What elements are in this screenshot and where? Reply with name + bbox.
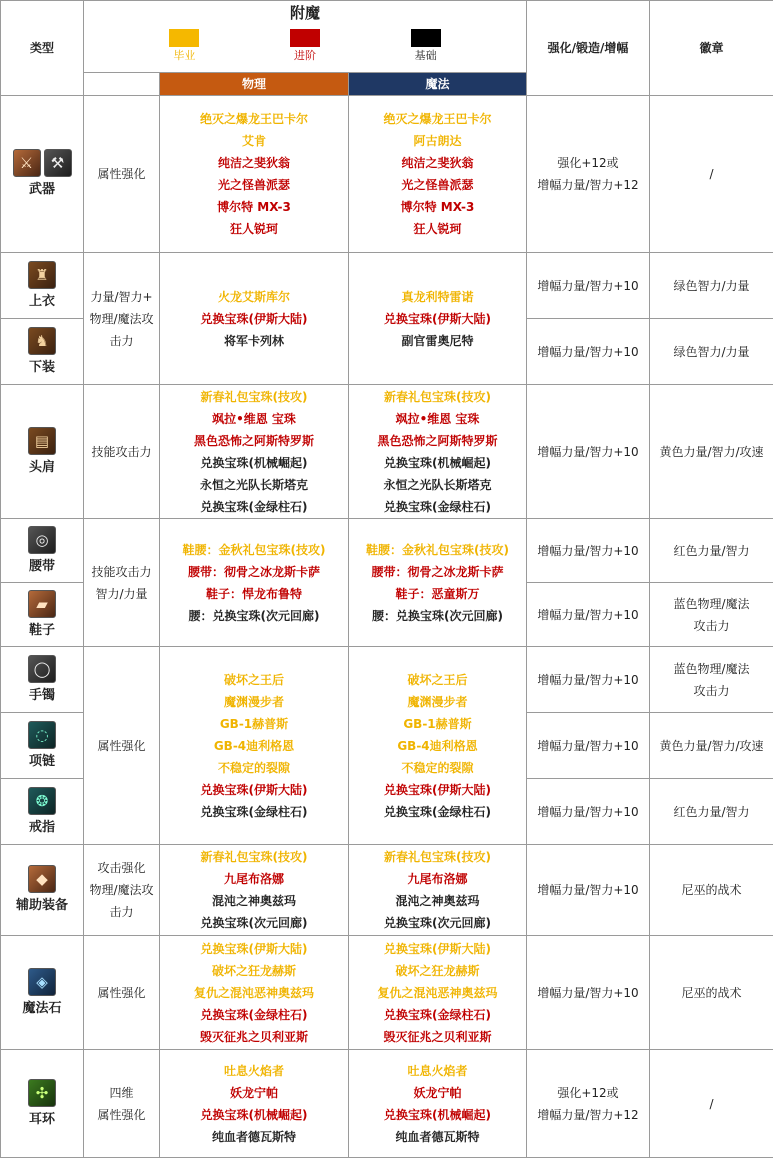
enchant-entry: 鞋腰：金秋礼包宝珠(技攻) — [366, 542, 509, 557]
armor-magical — [349, 253, 527, 385]
enchant-entry: 绝灭之爆龙王巴卡尔 — [199, 112, 308, 126]
magicstone-magical — [349, 936, 527, 1050]
text-line: 力量/智力+ — [90, 289, 153, 304]
magicstone-physical — [160, 936, 349, 1050]
enchant-entry: 兑换宝珠(伊斯大陆) — [200, 941, 308, 956]
legend-graduate — [169, 29, 199, 63]
legend-graduate-swatch — [169, 29, 199, 47]
enchant-entry: 混沌之神奥兹玛 — [211, 894, 296, 908]
accessory-attr: 属性强化 — [84, 647, 160, 845]
enchant-entry: 毁灭征兆之贝利亚斯 — [199, 1029, 308, 1044]
enchant-entry: 兑换宝珠(伊斯大陆) — [200, 311, 308, 326]
enchant-entry: 复仇之混沌恶神奥兹玛 — [377, 985, 498, 1000]
weapon-forge — [527, 96, 650, 253]
slot-necklace-label: 项链 — [28, 753, 55, 769]
text-line: 增幅力量/智力+12 — [537, 1107, 639, 1122]
legend-advanced — [290, 29, 320, 63]
enchant-entry: 黑色恐怖之阿斯特罗斯 — [377, 433, 498, 448]
belt-forge: 增幅力量/智力+10 — [527, 519, 650, 583]
legend-basic-swatch — [411, 29, 441, 47]
shoes-icon: ▰ — [28, 590, 56, 618]
header-emblem: 徽章 — [650, 1, 773, 96]
necklace-icon: ◌ — [28, 721, 56, 749]
aux-attr — [84, 845, 160, 936]
slot-earring — [1, 1050, 84, 1158]
enchant-entry: 兑换宝珠(伊斯大陆) — [384, 941, 491, 956]
text-line: 攻击力 — [693, 683, 730, 698]
ring-icon: ❂ — [28, 787, 56, 815]
shoulder-physical — [160, 385, 349, 519]
magicstone-attr: 属性强化 — [84, 936, 160, 1050]
slot-shoes — [1, 583, 84, 647]
enchant-entry: 纯洁之斐狄翁 — [217, 156, 290, 170]
aux-physical — [160, 845, 349, 936]
enchant-entry: 阿古朗达 — [413, 134, 462, 148]
aux-forge: 增幅力量/智力+10 — [527, 845, 650, 936]
enchant-entry: 魔渊漫步者 — [407, 694, 468, 709]
enchant-entry: 新春礼包宝珠(技攻) — [200, 850, 308, 864]
text-line: 物理/魔法攻 — [89, 311, 154, 326]
enchant-entry: 吐息火焰者 — [223, 1063, 284, 1078]
enchant-entry: 鞋子：悍龙布鲁特 — [205, 586, 302, 601]
enchant-entry: 破坏之王后 — [407, 672, 468, 687]
enchant-entry: 兑换宝珠(机械崛起) — [200, 1107, 308, 1122]
enchant-entry: 鞋子：恶童斯万 — [395, 586, 480, 601]
beltshoes-magical — [349, 519, 527, 647]
header-physical: 物理 — [160, 73, 349, 96]
magicstone-forge: 增幅力量/智力+10 — [527, 936, 650, 1050]
enchant-entry: 新春礼包宝珠(技攻) — [384, 850, 491, 864]
text-line: 物理/魔法攻 — [89, 883, 154, 897]
enchant-entry: 不稳定的裂隙 — [217, 760, 290, 775]
pants-icon: ♞ — [28, 327, 56, 355]
earring-emblem: / — [650, 1050, 773, 1158]
enchant-entry: 破坏之王后 — [223, 672, 284, 687]
enchant-entry: 复仇之混沌恶神奥兹玛 — [193, 985, 314, 1000]
enchant-entry: GB-1赫普斯 — [219, 716, 289, 731]
bottom-emblem: 绿色智力/力量 — [650, 319, 773, 385]
enchant-entry: 艾肯 — [241, 134, 266, 148]
shoulder-magical — [349, 385, 527, 519]
aux-equipment-icon: ◆ — [28, 865, 56, 893]
slot-bottom — [1, 319, 84, 385]
enchant-entry: 新春礼包宝珠(技攻) — [200, 389, 308, 404]
weapon-magical — [349, 96, 527, 253]
earring-physical — [160, 1050, 349, 1158]
top-emblem: 绿色智力/力量 — [650, 253, 773, 319]
enchant-entry: 纯血者德瓦斯特 — [395, 1129, 480, 1144]
enchant-entry: 纯血者德瓦斯特 — [211, 1129, 296, 1144]
slot-ring-label: 戒指 — [28, 819, 55, 835]
shoes-forge: 增幅力量/智力+10 — [527, 583, 650, 647]
slot-ring — [1, 779, 84, 845]
slot-bottom-label: 下装 — [28, 359, 55, 375]
text-line: 击力 — [109, 905, 134, 919]
slot-bracelet — [1, 647, 84, 713]
shoulder-attr: 技能攻击力 — [84, 385, 160, 519]
armor-attr — [84, 253, 160, 385]
weapon-physical — [160, 96, 349, 253]
blank-subheader-cell — [84, 73, 160, 96]
weapon-attr: 属性强化 — [84, 96, 160, 253]
sword-icon: ⚔ — [13, 149, 41, 177]
enchant-entry: 九尾布洛娜 — [407, 872, 468, 886]
enchant-entry: 飒拉•维恩 宝珠 — [395, 411, 480, 426]
enchant-entry: 破坏之狂龙赫斯 — [395, 963, 480, 978]
earring-attr — [84, 1050, 160, 1158]
earring-forge — [527, 1050, 650, 1158]
enchant-entry: 博尔特 MX-3 — [217, 200, 291, 214]
ring-forge: 增幅力量/智力+10 — [527, 779, 650, 845]
slot-belt-label: 腰带 — [28, 558, 55, 574]
enchant-entry: 腰带：彻骨之冰龙斯卡萨 — [371, 564, 504, 579]
slot-top-label: 上衣 — [28, 293, 55, 309]
enchant-entry: 兑换宝珠(机械崛起) — [384, 455, 491, 470]
enchant-entry: 兑换宝珠(伊斯大陆) — [200, 782, 308, 797]
enchant-entry: 兑换宝珠(金绿柱石) — [384, 499, 491, 514]
enchant-entry: 真龙利特雷诺 — [401, 289, 474, 304]
text-line: 击力 — [109, 333, 134, 348]
slot-magicstone-label: 魔法石 — [22, 1000, 62, 1016]
text-line: 蓝色物理/魔法 — [673, 596, 750, 611]
enchant-entry: 破坏之狂龙赫斯 — [211, 963, 296, 978]
shirt-icon: ♜ — [28, 261, 56, 289]
enchant-entry: 兑换宝珠(伊斯大陆) — [384, 782, 491, 797]
legend-graduate-label: 毕业 — [173, 49, 196, 62]
text-line: 攻击力 — [693, 618, 730, 633]
bottom-forge: 增幅力量/智力+10 — [527, 319, 650, 385]
bracelet-forge: 增幅力量/智力+10 — [527, 647, 650, 713]
aux-emblem: 尼巫的战术 — [650, 845, 773, 936]
top-forge: 增幅力量/智力+10 — [527, 253, 650, 319]
earring-magical — [349, 1050, 527, 1158]
enchant-entry: 兑换宝珠(次元回廊) — [384, 916, 491, 930]
header-forge: 强化/锻造/增幅 — [527, 1, 650, 96]
accessory-physical — [160, 647, 349, 845]
enchant-entry: 兑换宝珠(金绿柱石) — [200, 1007, 308, 1022]
enchant-entry: 兑换宝珠(金绿柱石) — [200, 499, 308, 514]
ring-emblem: 红色力量/智力 — [650, 779, 773, 845]
text-line: 强化+12或 — [557, 156, 619, 170]
tier-legend — [84, 23, 526, 65]
enchant-entry: 绝灭之爆龙王巴卡尔 — [383, 112, 492, 126]
enchant-entry: GB-4迪利格恩 — [397, 738, 478, 753]
legend-advanced-swatch — [290, 29, 320, 47]
beltshoes-attr — [84, 519, 160, 647]
enchant-entry: 光之怪兽派瑟 — [401, 178, 474, 192]
necklace-forge: 增幅力量/智力+10 — [527, 713, 650, 779]
enchant-entry: 毁灭征兆之贝利亚斯 — [383, 1029, 492, 1044]
text-line: 蓝色物理/魔法 — [673, 661, 750, 676]
slot-aux — [1, 845, 84, 936]
enchant-entry: 狂人锐珂 — [413, 222, 462, 236]
enchant-entry: 永恒之光队长斯塔克 — [199, 477, 308, 492]
enchant-entry: 光之怪兽派瑟 — [217, 178, 290, 192]
enchant-entry: GB-1赫普斯 — [403, 716, 472, 731]
enchant-entry: 腰：兑换宝珠(次元回廊) — [372, 608, 503, 623]
enchant-entry: 妖龙宁帕 — [229, 1085, 278, 1100]
enchant-entry: 黑色恐怖之阿斯特罗斯 — [193, 433, 314, 448]
enchant-entry: GB-4迪利格恩 — [213, 738, 295, 753]
slot-aux-label: 辅助装备 — [15, 898, 68, 913]
slot-bracelet-label: 手镯 — [28, 687, 55, 703]
header-magical: 魔法 — [349, 73, 527, 96]
enchant-entry: 腰带：彻骨之冰龙斯卡萨 — [187, 564, 320, 579]
header-type: 类型 — [1, 1, 84, 96]
shoulder-forge: 增幅力量/智力+10 — [527, 385, 650, 519]
slot-weapon — [1, 96, 84, 253]
slot-earring-label: 耳环 — [28, 1111, 55, 1127]
enchant-entry: 火龙艾斯库尔 — [217, 289, 290, 304]
enchant-entry: 兑换宝珠(伊斯大陆) — [384, 311, 491, 326]
enchant-entry: 吐息火焰者 — [407, 1063, 468, 1078]
shoulder-emblem: 黄色力量/智力/攻速 — [650, 385, 773, 519]
enchant-entry: 新春礼包宝珠(技攻) — [384, 389, 491, 404]
slot-necklace — [1, 713, 84, 779]
enchant-entry: 纯洁之斐狄翁 — [401, 156, 474, 170]
enchant-entry: 飒拉•维恩 宝珠 — [212, 411, 296, 426]
text-line: 四维 — [109, 1085, 134, 1100]
text-line: 增幅力量/智力+12 — [537, 178, 639, 192]
magicstone-emblem: 尼巫的战术 — [650, 936, 773, 1050]
enchant-entry: 兑换宝珠(次元回廊) — [200, 916, 308, 930]
text-line: 技能攻击力 — [91, 564, 152, 579]
enchant-entry: 兑换宝珠(机械崛起) — [200, 455, 308, 470]
enchant-entry: 鞋腰：金秋礼包宝珠(技攻) — [182, 542, 326, 557]
slot-belt — [1, 519, 84, 583]
necklace-emblem: 黄色力量/智力/攻速 — [650, 713, 773, 779]
weapon-emblem: / — [650, 96, 773, 253]
beltshoes-physical — [160, 519, 349, 647]
enchant-entry: 副官雷奥尼特 — [401, 333, 474, 348]
enchant-entry: 兑换宝珠(金绿柱石) — [200, 804, 308, 819]
enchant-entry: 混沌之神奥兹玛 — [395, 894, 480, 908]
earring-icon: ✣ — [28, 1079, 56, 1107]
enchant-entry: 不稳定的裂隙 — [401, 760, 474, 775]
armor-physical — [160, 253, 349, 385]
slot-top — [1, 253, 84, 319]
aux-magical — [349, 845, 527, 936]
legend-advanced-label: 进阶 — [293, 49, 316, 62]
bracelet-emblem — [650, 647, 773, 713]
header-enchant: 附魔 — [289, 4, 320, 22]
slot-shoulder — [1, 385, 84, 519]
shoes-emblem — [650, 583, 773, 647]
slot-magicstone — [1, 936, 84, 1050]
text-line: 攻击强化 — [97, 861, 146, 875]
legend-basic — [411, 29, 441, 63]
belt-emblem: 红色力量/智力 — [650, 519, 773, 583]
slot-shoes-label: 鞋子 — [28, 622, 55, 638]
text-line: 强化+12或 — [557, 1085, 619, 1100]
header-enchant-cell — [84, 1, 527, 73]
enchant-entry: 兑换宝珠(金绿柱石) — [384, 1007, 491, 1022]
enchant-entry: 将军卡列林 — [223, 333, 284, 348]
enchant-entry: 兑换宝珠(机械崛起) — [384, 1107, 491, 1122]
enchant-entry: 兑换宝珠(金绿柱石) — [384, 804, 491, 819]
enchant-entry: 狂人锐珂 — [229, 222, 278, 236]
belt-icon: ◎ — [28, 526, 56, 554]
enchant-entry: 九尾布洛娜 — [223, 872, 284, 886]
text-line: 智力/力量 — [95, 586, 148, 601]
shoulder-icon: ▤ — [28, 427, 56, 455]
halberd-icon: ⚒ — [44, 149, 72, 177]
enchant-entry: 魔渊漫步者 — [223, 694, 284, 709]
enchant-entry: 博尔特 MX-3 — [400, 200, 475, 214]
accessory-magical — [349, 647, 527, 845]
enchant-entry: 妖龙宁帕 — [413, 1085, 462, 1100]
enchant-entry: 永恒之光队长斯塔克 — [383, 477, 492, 492]
slot-shoulder-label: 头肩 — [28, 459, 55, 475]
enchant-entry: 腰：兑换宝珠(次元回廊) — [188, 608, 320, 623]
slot-weapon-label: 武器 — [28, 182, 55, 197]
text-line: 属性强化 — [97, 1107, 146, 1122]
magic-stone-icon: ◈ — [28, 968, 56, 996]
legend-basic-label: 基础 — [414, 49, 437, 62]
bracelet-icon: ◯ — [28, 655, 56, 683]
